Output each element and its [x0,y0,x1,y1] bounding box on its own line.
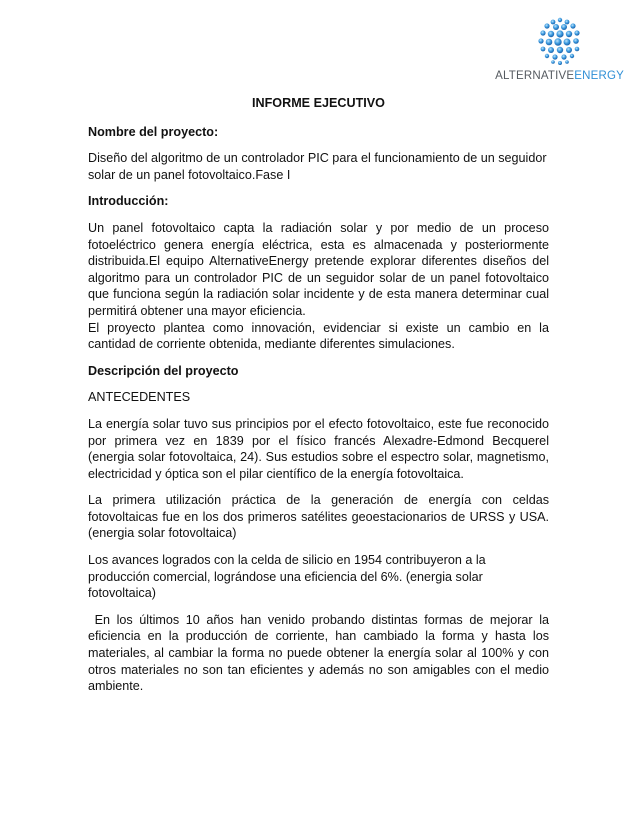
intro-paragraph-2: El proyecto plantea como innovación, evidenciar si existe un cambio en la cantidad de corriente obtenida, mediante diferentes simulaciones. [88,320,549,352]
antecedentes-paragraph-1: La energía solar tuvo sus principios por el efecto fotovoltaico, este fue reconocido por primera vez en 1839 por el físico francés Alexadre-Edmond Becquerel (energia solar fotovoltaica, 24). Sus estudios sobre el espectro solar, magnetismo, electricidad y óptica son el pilar científico de la energía fotovoltaica. [88,416,549,481]
antecedentes-paragraph-2: La primera utilización práctica de la generación de energía con celdas fotovoltaicas fue en los dos primeros satélites geoestacionarios de URSS y USA. (energia solar fotovoltaica) [88,493,549,541]
logo-wordmark [484,70,624,82]
description-heading: Descripción del proyecto [88,363,239,378]
logo-text-energy: ENERGY [574,70,624,82]
antecedentes-paragraph-4: En los últimos 10 años han venido probando distintas formas de mejorar la eficiencia en la producción de corriente, han cambiado la forma y hasta los materiales, al cambiar la forma no puede obtener la energía solar al 100% y con otros materiales no son tan eficientes y además no son amigables con el medio ambiente. [88,612,553,694]
logo-text-alternative: ALTERNATIVE [495,70,575,82]
alternative-energy-logo [484,14,624,84]
project-name-heading: Nombre del proyecto: [88,124,219,139]
globe-icon [532,14,588,68]
project-name-text: Diseño del algoritmo de un controlador PIC para el funcionamiento de un seguidor solar de un panel fotovoltaico.Fase I [88,151,547,182]
document-body [88,95,553,705]
intro-heading: Introducción: [88,194,169,209]
antecedentes-paragraph-3: Los avances logrados con la celda de silicio en 1954 contribuyeron a la producción comercial, lográndose una eficiencia del 6%. (energia solar fotovoltaica) [88,553,486,601]
antecedentes-heading: ANTECEDENTES [88,390,191,405]
document-title: INFORME EJECUTIVO [252,96,385,110]
intro-paragraph-1: Un panel fotovoltaico capta la radiación solar y por medio de un proceso fotoeléctrico genera energía eléctrica, esta es almacenada y posteriormente distribuida.El equipo AlternativeEnergy pretende explorar diferentes diseños del algoritmo para un controlador PIC de un seguidor solar de un panel fotovoltaico que funciona según la radiación solar incidente y de esta manera determinar cual permitirá obtener una mayor eficiencia. [88,220,549,318]
